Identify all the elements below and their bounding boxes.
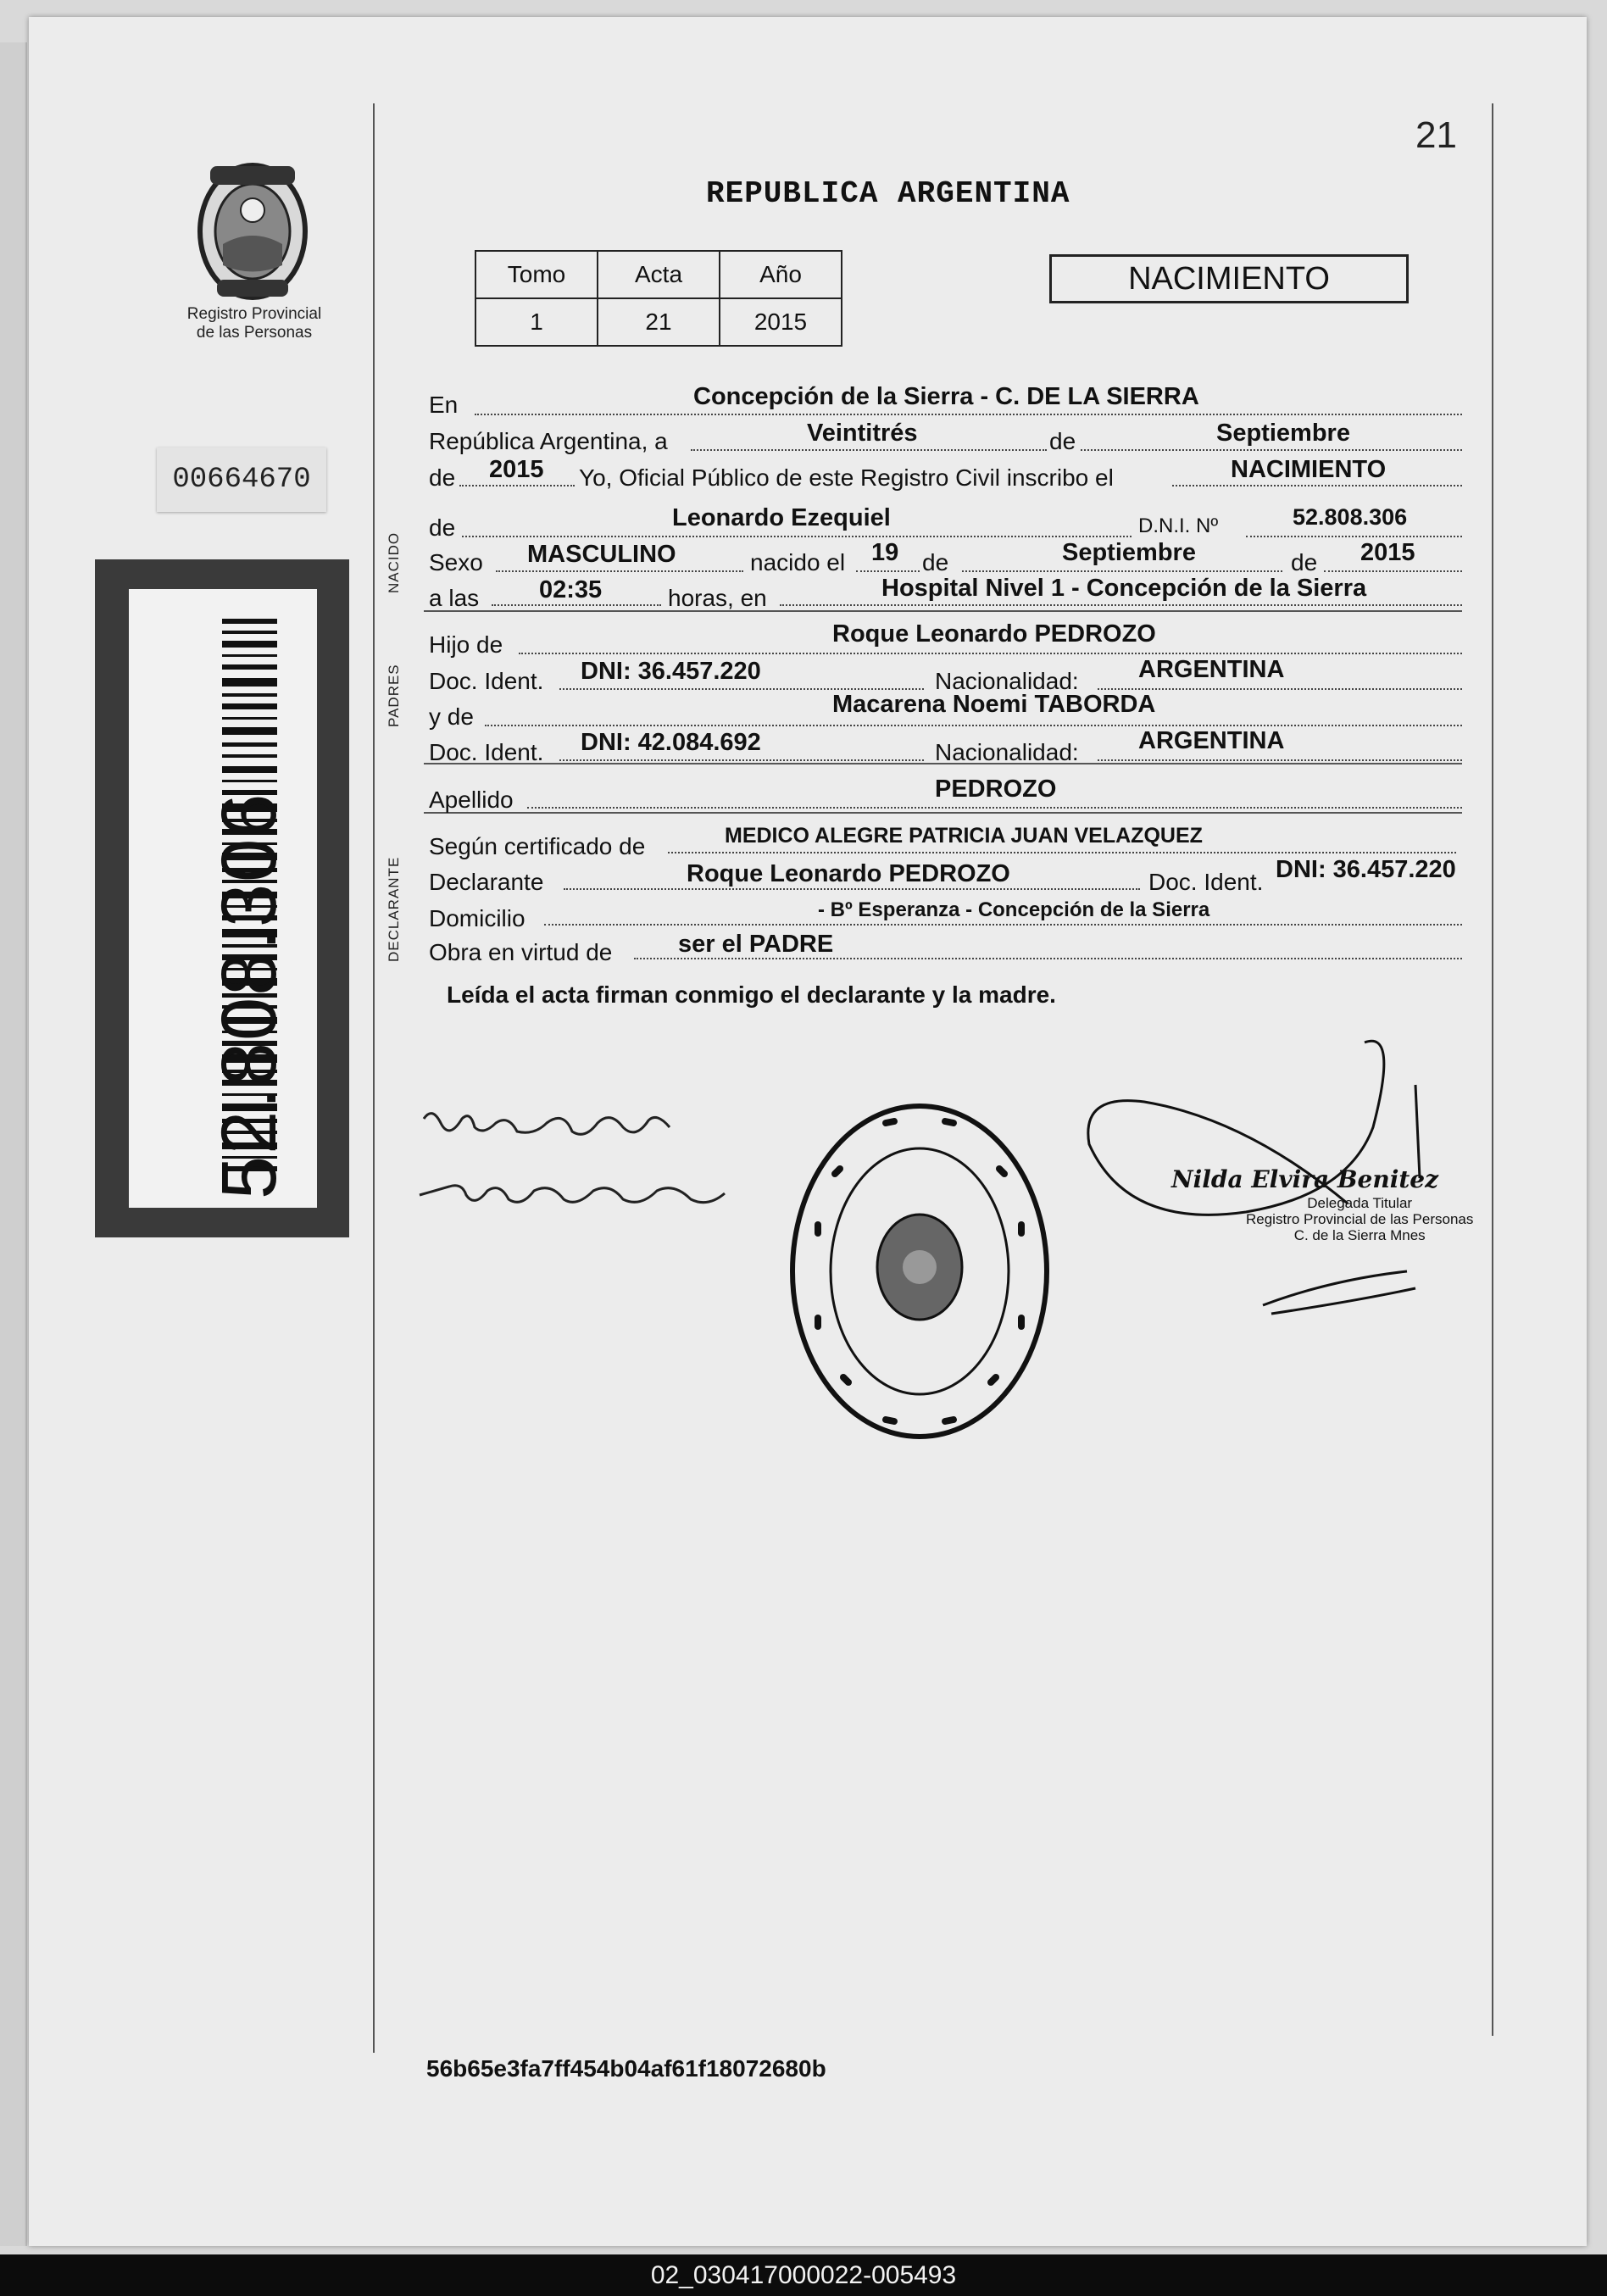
control-number: 00664670	[157, 448, 326, 512]
label-nacionalidad-1: Nacionalidad:	[935, 668, 1079, 694]
label-domicilio: Domicilio	[429, 905, 525, 931]
label-de2: de	[429, 464, 456, 491]
value-madre: Macarena Noemi TABORDA	[832, 691, 1156, 718]
record-table	[475, 250, 842, 347]
label-nacido-el: nacido el	[750, 549, 846, 575]
label-en: En	[429, 392, 459, 418]
left-margin-line	[373, 103, 375, 2053]
value-madre-doc: DNI: 42.084.692	[581, 729, 761, 756]
value-hora: 02:35	[539, 576, 603, 603]
label-de: de	[1049, 428, 1076, 454]
page-number: 21	[1415, 114, 1457, 156]
value-mes-nac: Septiembre	[1062, 539, 1196, 566]
label-declarante: Declarante	[429, 869, 544, 895]
value-nombre: Leonardo Ezequiel	[672, 504, 891, 531]
label-doc-ident-3: Doc. Ident.	[1148, 869, 1264, 895]
label-y-de: y de	[429, 703, 474, 730]
record-type-box: NACIMIENTO	[1049, 254, 1409, 303]
value-dia: Veintitrés	[807, 420, 918, 447]
table-header-acta: Acta	[598, 251, 720, 298]
value-certificado: MEDICO ALEGRE PATRICIA JUAN VELAZQUEZ	[725, 824, 1203, 848]
label-de-mes: de	[922, 549, 949, 575]
table-value-acta: 21	[598, 298, 720, 346]
handwritten-signatures	[415, 1102, 754, 1229]
back-page-edge	[0, 42, 27, 2246]
value-domicilio: - Bº Esperanza - Concepción de la Sierra	[818, 898, 1210, 921]
document-title: REPUBLICA ARGENTINA	[706, 176, 1070, 211]
barcode-sticker	[95, 559, 349, 1237]
barcode-number: 52.808.306	[206, 792, 292, 1199]
misiones-emblem	[193, 159, 312, 303]
value-lugar-nac: Hospital Nivel 1 - Concepción de la Sierra	[881, 575, 1367, 602]
value-tipo: NACIMIENTO	[1231, 456, 1387, 483]
closing-text: Leída el acta firman conmigo el declarante y la madre.	[447, 981, 1056, 1008]
value-declarante: Roque Leonardo PEDROZO	[687, 860, 1010, 887]
value-anio: 2015	[489, 456, 544, 483]
value-madre-nac: ARGENTINA	[1138, 727, 1285, 754]
value-sexo: MASCULINO	[527, 541, 676, 568]
label-dni: D.N.I. Nº	[1138, 514, 1219, 537]
label-sexo: Sexo	[429, 549, 483, 575]
value-apellido: PEDROZO	[935, 776, 1057, 803]
official-role-3: C. de la Sierra Mnes	[1293, 1227, 1426, 1243]
value-lugar: Concepción de la Sierra - C. DE LA SIERRA	[693, 383, 1199, 410]
value-anio-nac: 2015	[1360, 539, 1415, 566]
official-name: Nilda Elvira Benitez	[1171, 1165, 1438, 1193]
official-role-2: Registro Provincial de las Personas	[1246, 1211, 1474, 1227]
value-padre-doc: DNI: 36.457.220	[581, 658, 761, 685]
label-horas-en: horas, en	[668, 585, 767, 611]
label-nacionalidad-2: Nacionalidad:	[935, 739, 1079, 765]
footer-code: 02_030417000022-005493	[650, 2261, 957, 2289]
value-padre: Roque Leonardo PEDROZO	[832, 620, 1156, 648]
value-dni: 52.808.306	[1293, 504, 1408, 530]
document-hash: 56b65e3fa7ff454b04af61f18072680b	[426, 2055, 826, 2082]
value-padre-nac: ARGENTINA	[1138, 656, 1285, 683]
side-label-nacido: NACIDO	[386, 531, 402, 593]
registry-caption	[153, 305, 356, 342]
label-obra: Obra en virtud de	[429, 939, 613, 965]
label-doc-ident-2: Doc. Ident.	[429, 739, 544, 765]
label-apellido: Apellido	[429, 787, 514, 813]
label-doc-ident-1: Doc. Ident.	[429, 668, 544, 694]
section-divider	[424, 812, 1462, 814]
section-divider	[424, 610, 1462, 612]
side-label-declarante: DECLARANTE	[386, 856, 402, 962]
label-oficial: Yo, Oficial Público de este Registro Civil inscribo el	[579, 464, 1114, 491]
value-mes: Septiembre	[1216, 420, 1350, 447]
official-seal	[784, 1098, 1055, 1445]
label-republica: República Argentina, a	[429, 428, 668, 454]
value-dia-nac: 19	[871, 539, 899, 566]
value-declarante-doc: DNI: 36.457.220	[1276, 856, 1456, 883]
table-value-tomo: 1	[475, 298, 598, 346]
official-role-1: Delegada Titular	[1307, 1195, 1413, 1211]
label-de-anio: de	[1291, 549, 1318, 575]
label-segun: Según certificado de	[429, 833, 646, 859]
label-hijo-de: Hijo de	[429, 631, 503, 658]
table-header-anio: Año	[720, 251, 842, 298]
table-value-anio: 2015	[720, 298, 842, 346]
label-a-las: a las	[429, 585, 480, 611]
label-de-nombre: de	[429, 514, 456, 541]
table-header-tomo: Tomo	[475, 251, 598, 298]
value-obra: ser el PADRE	[678, 931, 834, 958]
official-title-block	[1246, 1195, 1473, 1243]
registry-caption-line2: de las Personas	[196, 324, 313, 342]
right-margin-line	[1492, 103, 1493, 2036]
registry-caption-line1: Registro Provincial	[186, 305, 322, 323]
side-label-padres: PADRES	[386, 664, 402, 727]
